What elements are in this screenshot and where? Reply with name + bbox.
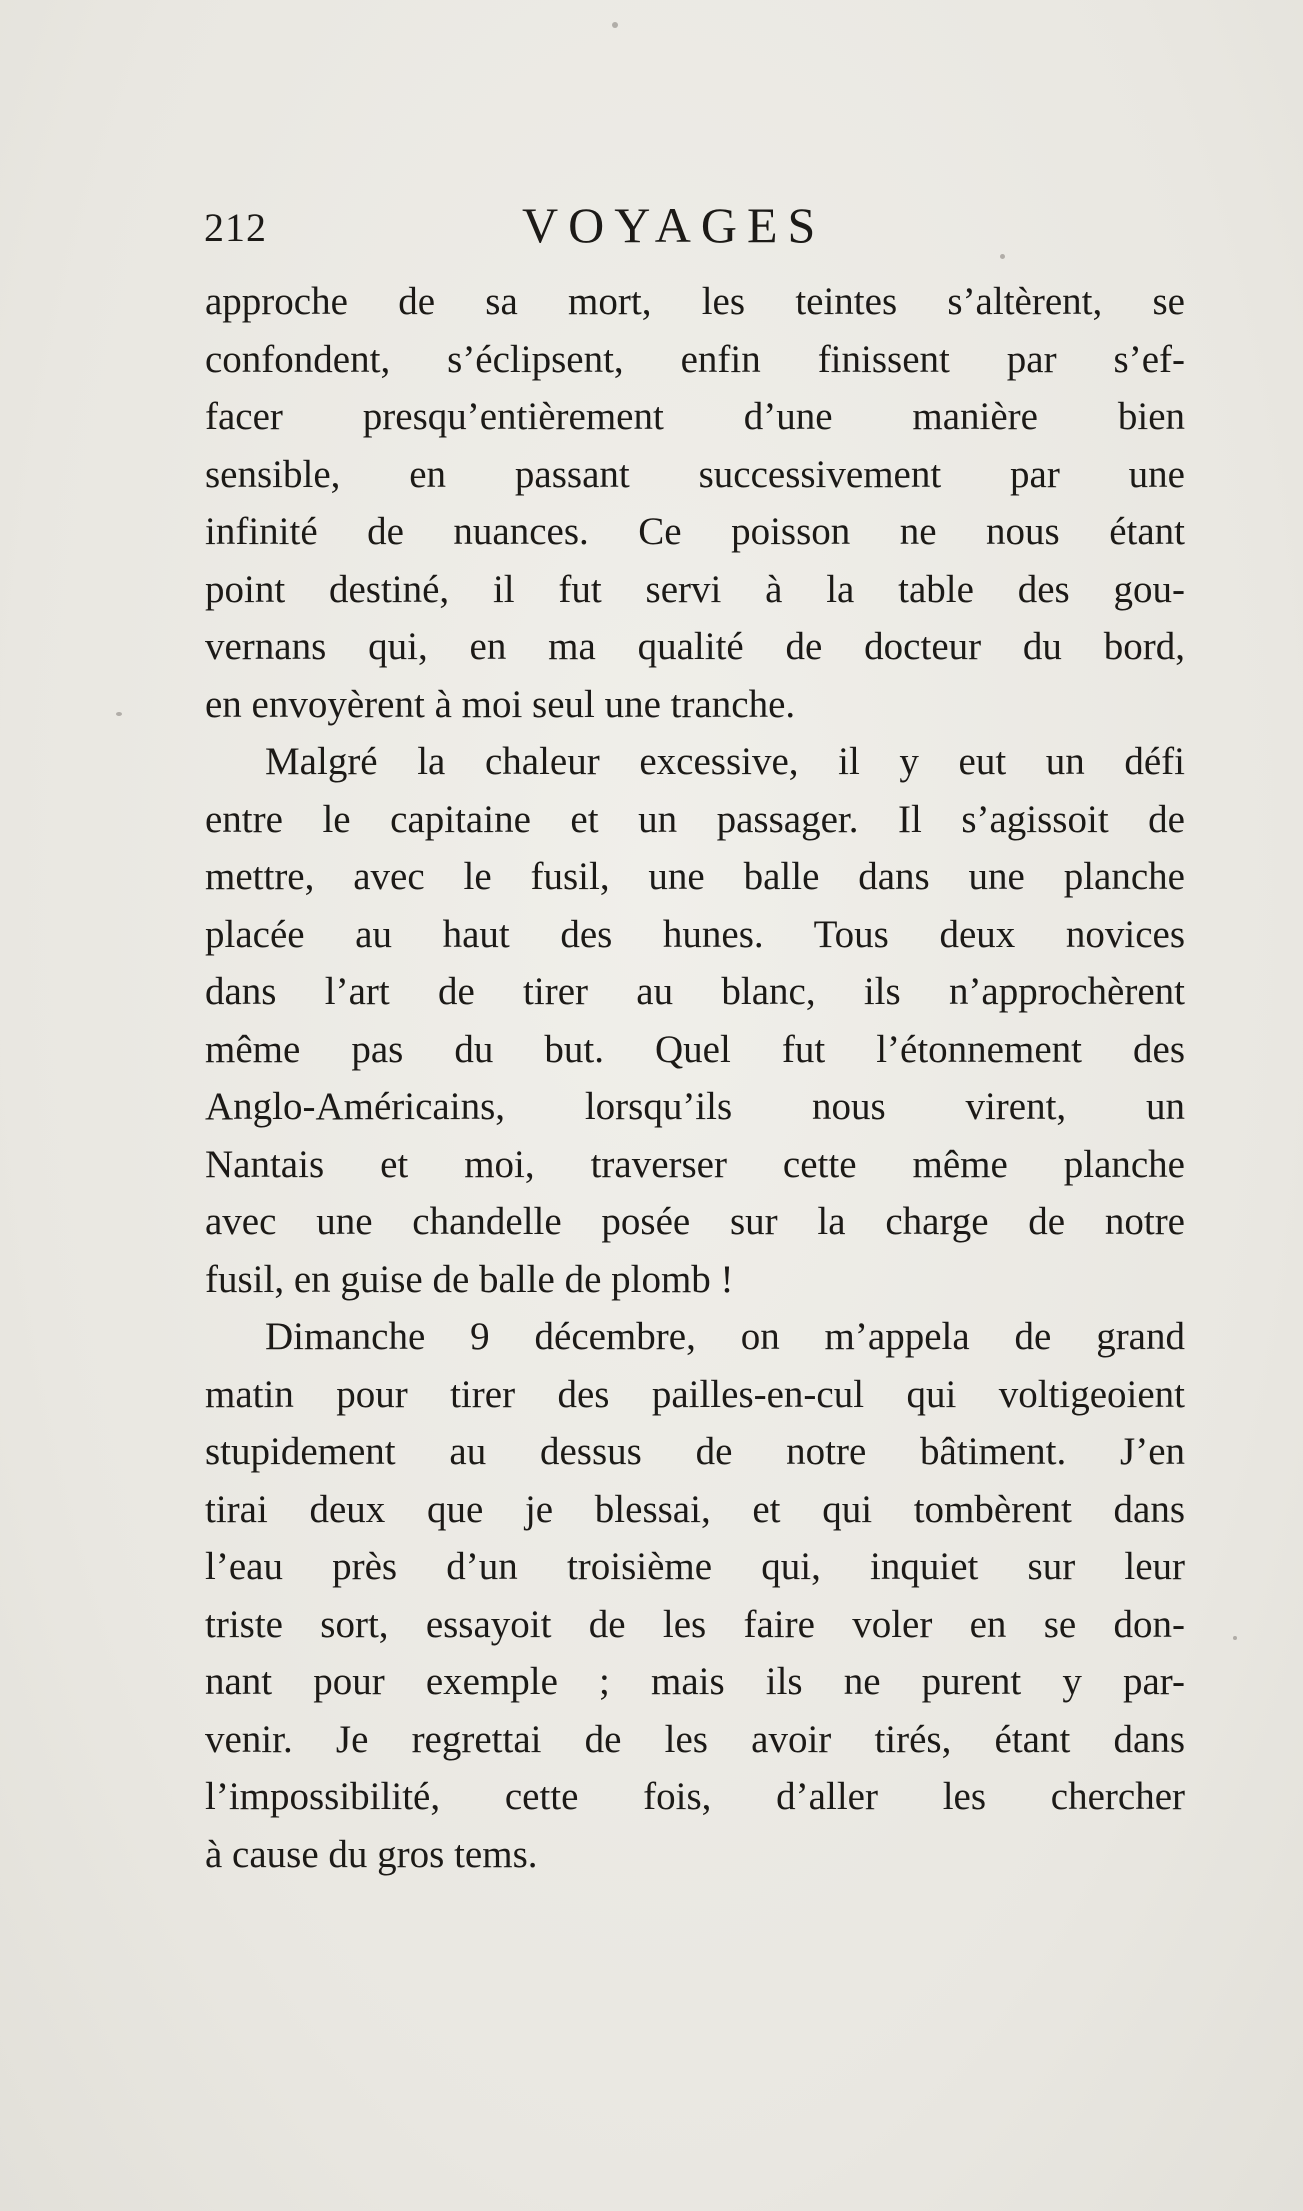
body-text xyxy=(205,273,1185,1883)
text-line: entre le capitaine et un passager. Il s’agissoit de xyxy=(205,797,1185,841)
text-line: à cause du gros tems. xyxy=(205,1832,538,1876)
paper-speck xyxy=(612,22,618,28)
text-line: même pas du but. Quel fut l’étonnement des xyxy=(205,1027,1185,1071)
text-line: facer presqu’entièrement d’une manière bien xyxy=(205,395,1185,438)
text-line: l’impossibilité, cette fois, d’aller les chercher xyxy=(205,1775,1185,1818)
text-line: sensible, en passant successivement par une xyxy=(205,452,1185,496)
text-line: avec une chandelle posée sur la charge de notre xyxy=(205,1200,1185,1243)
text-line: matin pour tirer des pailles-en-cul qui voltigeoient xyxy=(205,1372,1185,1416)
text-line: Malgré la chaleur excessive, il y eut un défi xyxy=(265,740,1185,783)
text-line: nant pour exemple ; mais ils ne purent y par- xyxy=(205,1660,1185,1703)
text-line: venir. Je regrettai de les avoir tirés, étant dans xyxy=(205,1717,1185,1761)
text-line: dans l’art de tirer au blanc, ils n’approchèrent xyxy=(205,970,1185,1013)
text-line: stupidement au dessus de notre bâtiment. J’en xyxy=(205,1430,1185,1473)
page-number: 212 xyxy=(204,205,267,250)
text-line: vernans qui, en ma qualité de docteur du bord, xyxy=(205,625,1185,668)
text-line: triste sort, essayoit de les faire voler en se don- xyxy=(205,1602,1185,1646)
text-line: en envoyèrent à moi seul une tranche. xyxy=(205,682,796,726)
text-line: placée au haut des hunes. Tous deux novices xyxy=(205,912,1185,956)
paper-speck xyxy=(116,712,122,716)
text-line: infinité de nuances. Ce poisson ne nous étant xyxy=(205,510,1185,553)
text-line: mettre, avec le fusil, une balle dans une planche xyxy=(205,855,1185,898)
text-line: fusil, en guise de balle de plomb ! xyxy=(205,1257,734,1301)
text-line: Dimanche 9 décembre, on m’appela de grand xyxy=(265,1315,1185,1358)
running-title: VOYAGES xyxy=(522,197,826,253)
text-line: Anglo-Américains, lorsqu’ils nous virent, un xyxy=(205,1085,1185,1128)
text-line: confondent, s’éclipsent, enfin finissent par s’ef- xyxy=(205,337,1185,381)
text-line: point destiné, il fut servi à la table des gou- xyxy=(205,567,1185,611)
text-line: tirai deux que je blessai, et qui tombèrent dans xyxy=(205,1487,1185,1531)
text-line: l’eau près d’un troisième qui, inquiet sur leur xyxy=(205,1545,1185,1588)
text-line: Nantais et moi, traverser cette même planche xyxy=(205,1142,1185,1186)
page-header xyxy=(204,196,1184,260)
paper-speck xyxy=(1233,1636,1237,1640)
text-line: approche de sa mort, les teintes s’altèrent, se xyxy=(205,280,1185,323)
